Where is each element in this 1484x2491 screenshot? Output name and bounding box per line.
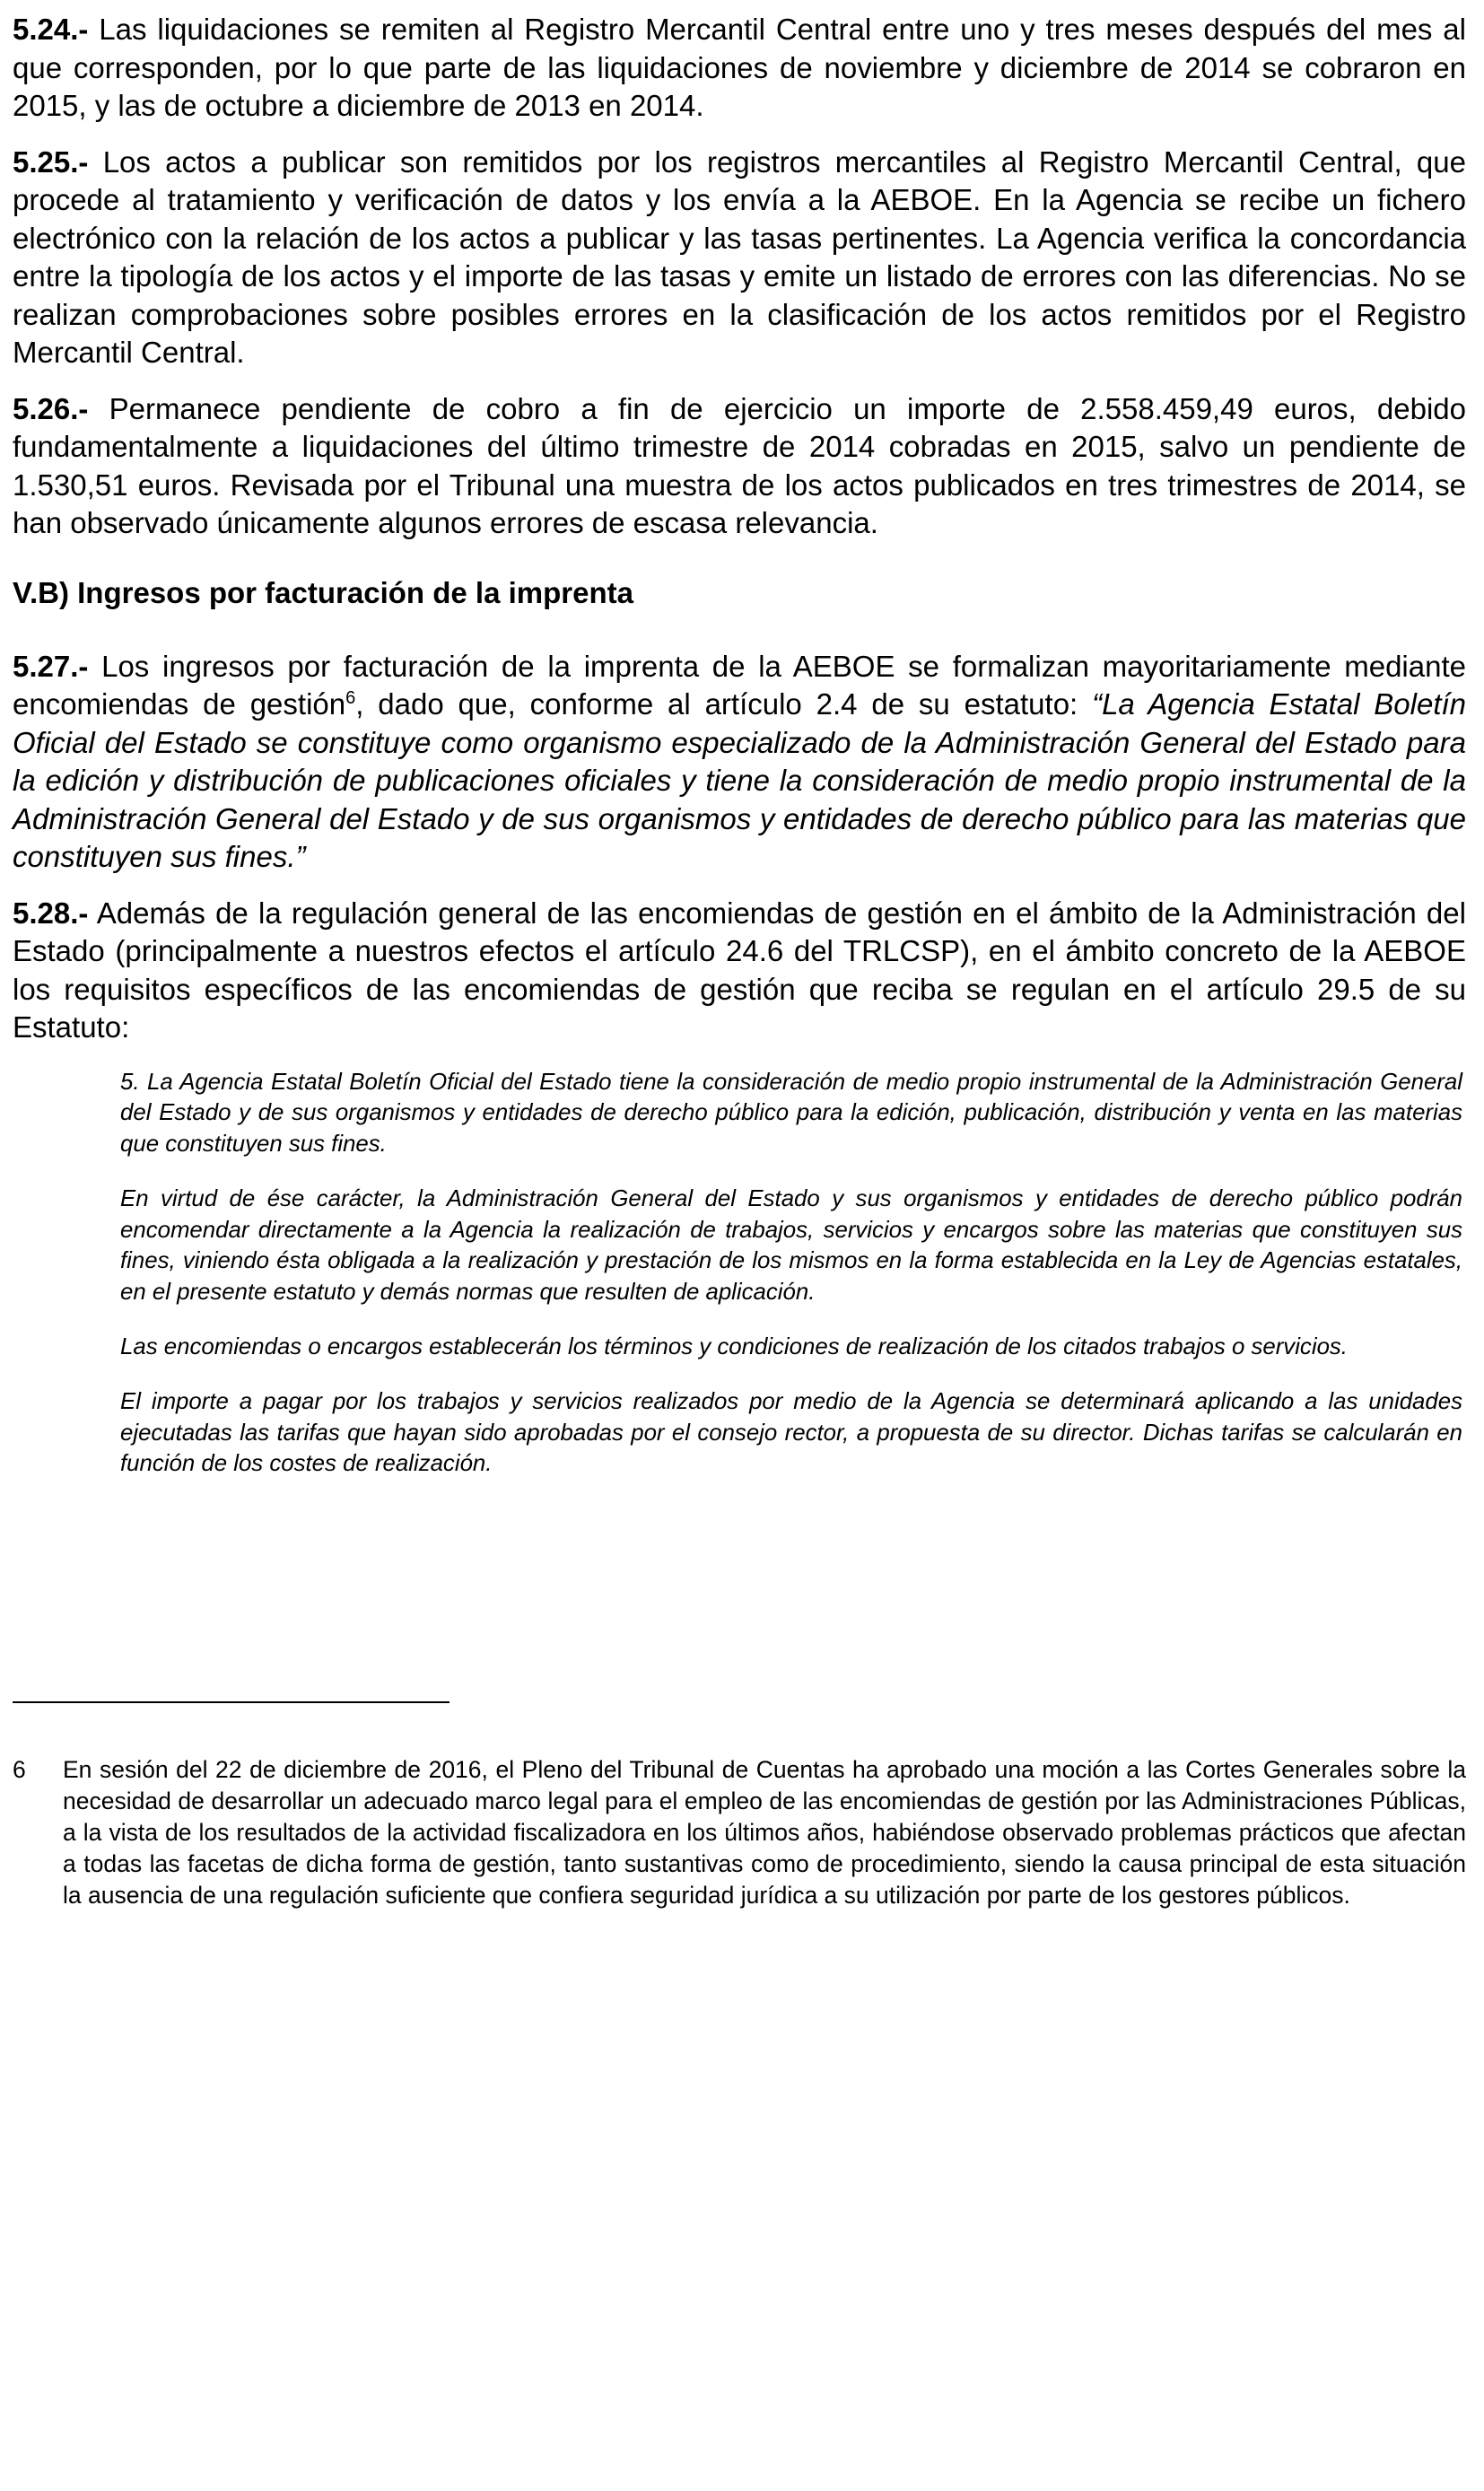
paragraph-text: Permanece pendiente de cobro a fin de ejercicio un importe de 2.558.459,49 euros, debido fundamentalmente a liquidaciones del último trimestre de 2014 cobradas en 2015, salvo un pendiente de 1.530,51 euros. Revisada por el Tribunal una muestra de los actos publicados en tres trimestres de 2014, se han observado únicamente algunos errores de escasa relevancia. <box>13 391 1466 539</box>
statute-article-quote <box>120 1067 1462 1481</box>
quote-paragraph: El importe a pagar por los trabajos y servicios realizados por medio de la Agencia se determinará aplicando a las unidades ejecutadas las tarifas que hayan sido aprobadas por el consejo rector, a propuesta de su director. Dichas tarifas se calcularán en función de los costes de realización. <box>120 1388 1462 1477</box>
paragraph-number: 5.25.- <box>13 144 89 179</box>
footnote-number: 6 <box>13 1756 26 1783</box>
paragraph-text: Los actos a publicar son remitidos por los registros mercantiles al Registro Mercantil Central, que procede al tratamiento y verificación de datos y los envía a la AEBOE. En la Agencia se recibe un fichero electrónico con la relación de los actos a publicar y las tasas pertinentes. La Agencia verifica la concordancia entre la tipología de los actos y el importe de las tasas y emite un listado de errores con las diferencias. No se realizan comprobaciones sobre posibles errores en la clasificación de los actos remitidos por el Registro Mercantil Central. <box>13 144 1466 369</box>
section-heading: V.B) Ingresos por facturación de la imprenta <box>13 575 633 609</box>
paragraph-number: 5.24.- <box>13 13 89 46</box>
document-page <box>13 11 1466 1503</box>
statute-quote: “La Agencia Estatal Boletín Oficial del Estado se constituye como organismo especializado de la Administración General del Estado para la edición y distribución de publicaciones oficiales y tiene la consideración de medio propio instrumental de la Administración General del Estado y de sus organismos y entidades de derecho público para las materias que constituyen sus fines.” <box>13 687 1467 873</box>
paragraph-text: Las liquidaciones se remiten al Registro Mercantil Central entre uno y tres meses después del mes al que corresponden, por lo que parte de las liquidaciones de noviembre y diciembre de 2014 se cobraron en 2015, y las de octubre a diciembre de 2013 en 2014. <box>13 13 1466 122</box>
paragraph-number: 5.26.- <box>13 391 89 425</box>
quote-paragraph: 5. La Agencia Estatal Boletín Oficial del Estado tiene la consideración de medio propio instrumental de la Administración General del Estado y de sus organismos y entidades de derecho público para la edición, publicación, distribución y venta en las materias que constituyen sus fines. <box>120 1069 1462 1158</box>
paragraph-5-25 <box>13 144 1466 372</box>
paragraph-text-continued: , dado que, conforme al artículo 2.4 de su estatuto: <box>355 687 1078 721</box>
paragraph-text: Además de la regulación general de las encomiendas de gestión en el ámbito de la Administración del Estado (principalmente a nuestros efectos el artículo 24.6 del TRLCSP), en el ámbito concreto de la AEBOE los requisitos específicos de las encomiendas de gestión que reciba se regulan en el artículo 29.5 de su Estatuto: <box>13 896 1466 1044</box>
paragraph-5-27 <box>13 648 1466 877</box>
quote-paragraph: En virtud de ése carácter, la Administración General del Estado y sus organismos y entidades de derecho público podrán encomendar directamente a la Agencia la realización de trabajos, servicios y encargos sobre las materias que constituyen sus fines, viniendo ésta obligada a la realización y prestación de los mismos en la forma establecida en la Ley de Agencias estatales, en el presente estatuto y demás normas que resulten de aplicación. <box>120 1185 1462 1306</box>
footnote-text: En sesión del 22 de diciembre de 2016, el Pleno del Tribunal de Cuentas ha aprobado una moción a las Cortes Generales sobre la necesidad de desarrollar un adecuado marco legal para el empleo de las encomiendas de gestión por las Administraciones Públicas, a la vista de los resultados de la actividad fiscalizadora en los últimos años, habiéndose observado problemas prácticos que afectan a todas las facetas de dicha forma de gestión, tanto sustantivas como de procedimiento, siendo la causa principal de esta situación la ausencia de una regulación suficiente que confiera seguridad jurídica a su utilización por parte de los gestores públicos. <box>63 1756 1466 1909</box>
paragraph-5-26 <box>13 390 1466 543</box>
quote-paragraph: Las encomiendas o encargos establecerán los términos y condiciones de realización de los citados trabajos o servicios. <box>120 1334 1348 1360</box>
footnote-separator <box>13 1701 450 1703</box>
paragraph-5-24 <box>13 11 1466 126</box>
paragraph-5-28 <box>13 895 1466 1047</box>
footnote-reference[interactable]: 6 <box>345 688 356 708</box>
paragraph-number: 5.28.- <box>13 896 89 930</box>
paragraph-text: Los ingresos por facturación de la imprenta de la AEBOE se formalizan mayoritariamente mediante encomiendas de gestión <box>13 649 1466 721</box>
paragraph-number: 5.27.- <box>13 649 89 683</box>
footnote <box>13 1754 1466 1911</box>
